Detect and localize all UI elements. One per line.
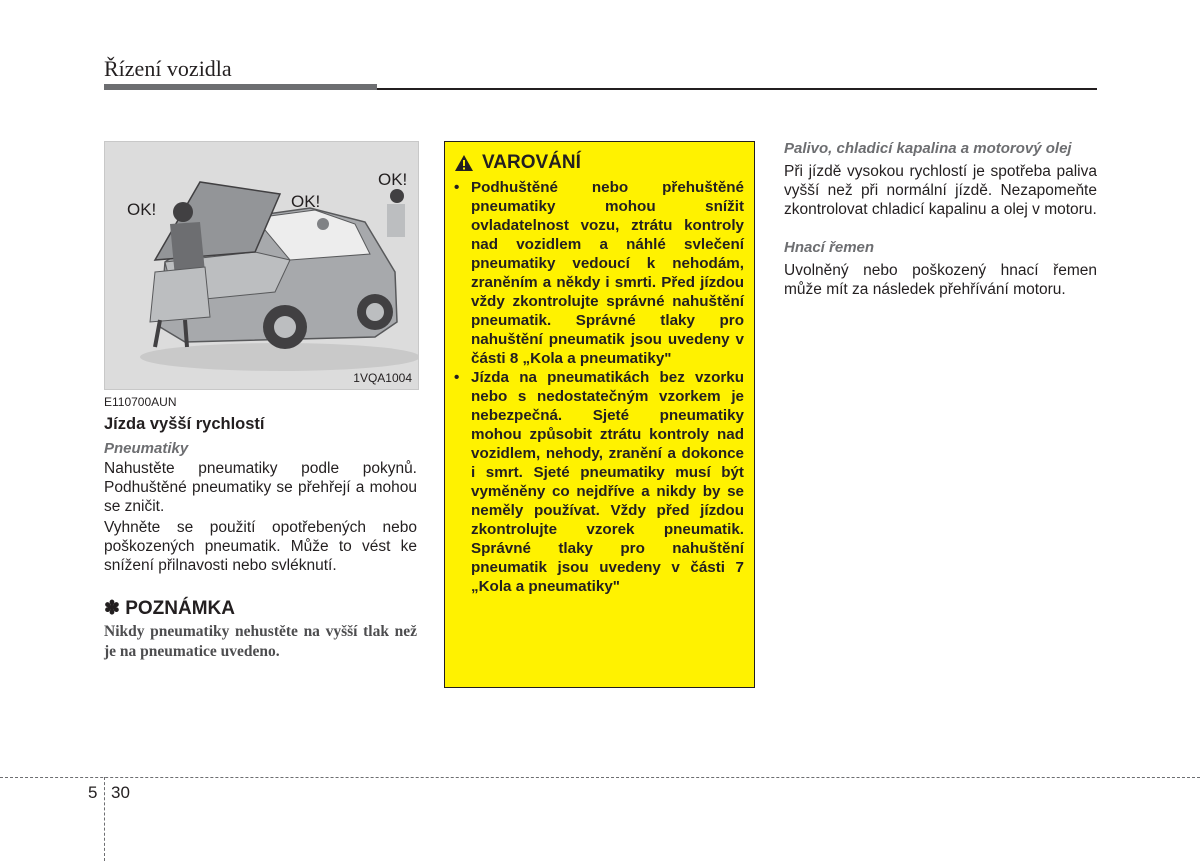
page-header-title: Řízení vozidla: [104, 56, 232, 81]
right-column: [784, 140, 1097, 301]
paragraph: Nahustěte pneumatiky podle pokynů. Podhuštěné pneumatiky se přehřejí a mohou se zničit.: [104, 460, 417, 515]
reference-code: E110700AUN: [104, 395, 177, 409]
left-column: [104, 395, 417, 662]
subsection-title: Hnací řemen: [784, 239, 875, 256]
warning-list: [454, 178, 744, 596]
note-text: Nikdy pneumatiky nehustěte na vyšší tlak než je na pneumatice uvedeno.: [104, 623, 417, 660]
header-rule-thick: [104, 84, 377, 90]
subsection-title: Palivo, chladicí kapalina a motorový olej: [784, 140, 1072, 157]
paragraph: Vyhněte se použití opotřebených nebo poškozených pneumatik. Může to vést ke snížení přilnavosti nebo svléknutí.: [104, 519, 417, 574]
ok-label: OK!: [127, 200, 157, 219]
page-number: 30: [111, 783, 130, 802]
ok-label: OK!: [291, 192, 321, 211]
warning-item: [454, 368, 744, 596]
paragraph: Uvolněný nebo poškozený hnací řemen může mít za následek přehřívání motoru.: [784, 262, 1097, 298]
footer-divider: [0, 777, 1200, 778]
note-title: ✽ POZNÁMKA: [104, 598, 235, 619]
warning-header: [454, 152, 744, 174]
warning-item-text: Podhuštěné nebo přehuštěné pneumatiky mohou snížit ovladatelnost vozu, ztrátu kontroly nad vozidlem a náhlé svlečení pneumatiky vedoucí k nehodám, zraněním a někdy i smrti. Před jízdou vždy zkontrolujte správné nahuštění pneumatik. Správné tlaky pro nahuštění pneumatik jsou uvedeny v části 8 „Kola a pneumatiky": [471, 179, 744, 367]
footer-vertical-divider: [104, 777, 105, 861]
ok-label: OK!: [378, 170, 408, 189]
warning-box: [444, 141, 755, 688]
section-title: Jízda vyšší rychlostí: [104, 415, 265, 433]
warning-triangle-icon: [454, 154, 474, 172]
car-illustration: [104, 141, 419, 390]
chapter-number: 5: [88, 783, 98, 802]
warning-title: VAROVÁNÍ: [482, 152, 581, 173]
bullet-icon: •: [454, 369, 460, 386]
figure-code: 1VQA1004: [353, 371, 412, 385]
bullet-icon: •: [454, 179, 460, 196]
car-drawing: [105, 142, 418, 389]
warning-item-text: Jízda na pneumatikách bez vzorku nebo s nedostatečným vzorkem je nebezpečná. Sjeté pneumatiky mohou způsobit ztrátu kontroly nad vozidlem, nehody, zranění a dokonce i smrt. Sjeté pneumatiky musí být vyměněny co nejdříve a nikdy by se neměly používat. Vždy před jízdou zkontrolujte vzorek pneumatik. Správné tlaky pro nahuštění pneumatik jsou uvedeny v části 7 „Kola a pneumatiky": [471, 369, 744, 595]
warning-item: [454, 178, 744, 368]
header-rule-thin: [377, 88, 1097, 90]
subsection-title: Pneumatiky: [104, 440, 189, 457]
paragraph: Při jízdě vysokou rychlostí je spotřeba paliva vyšší než při normální jízdě. Nezapomeňte zkontrolovat chladicí kapalinu a olej v motoru.: [784, 163, 1097, 218]
